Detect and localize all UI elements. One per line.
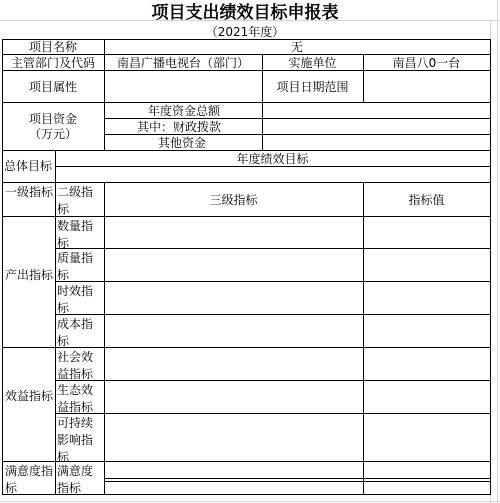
- timeliness-indicator: 时效指标: [57, 284, 94, 315]
- form-year: （2021年度）: [205, 25, 285, 39]
- other-funds-label: 其他资金: [158, 136, 207, 150]
- output-indicator: 产出指标: [5, 268, 54, 282]
- cost-indicator: 成本指标: [57, 317, 94, 348]
- row-line: [104, 478, 490, 479]
- col-line: [104, 182, 105, 495]
- level2-header: 二级指标: [57, 185, 94, 216]
- quantity-indicator: 数量指标: [57, 219, 94, 250]
- level1-header: 一级指标: [5, 185, 54, 199]
- row-line: [55, 281, 490, 282]
- row-line: [104, 481, 490, 482]
- row-line: [2, 182, 490, 183]
- fiscal-label: 其中：财政拨款: [137, 120, 222, 134]
- value-header: 指标值: [408, 193, 445, 207]
- form-title: 项目支出绩效目标申报表: [151, 3, 339, 23]
- table-border-right: [490, 39, 491, 495]
- funds-label: 项目资金: [28, 112, 77, 126]
- row-line: [2, 70, 490, 71]
- col-line: [55, 150, 56, 495]
- table-border-left: [2, 39, 3, 495]
- annual-total-label: 年度资金总额: [148, 104, 221, 118]
- eco-benefit-indicator: 生态效益指标: [57, 383, 94, 414]
- overall-goal-label: 总体目标: [4, 159, 53, 173]
- row-line: [2, 54, 490, 55]
- row-line: [55, 413, 490, 414]
- annual-goal-label: 年度绩效目标: [236, 152, 309, 166]
- funds-unit: （万元）: [28, 127, 77, 141]
- dept-label: 主管部门及代码: [10, 56, 95, 70]
- row-line: [55, 380, 490, 381]
- sustain-indicator: 可持续影响指标: [57, 416, 94, 464]
- satisfaction-indicator: 满意度指标: [5, 464, 54, 495]
- row-line: [104, 118, 490, 119]
- social-benefit-indicator: 社会效益指标: [57, 350, 94, 381]
- impl-value: 南昌八0一台: [392, 56, 461, 70]
- gridline: [0, 501, 500, 502]
- row-line: [2, 102, 490, 103]
- col-line: [363, 182, 364, 495]
- benefit-indicator: 效益指标: [5, 389, 54, 403]
- quality-indicator: 质量指标: [57, 251, 94, 282]
- row-line: [104, 134, 490, 135]
- project-name-value: 无: [290, 40, 303, 54]
- project-name-label: 项目名称: [28, 40, 77, 54]
- level3-header: 三级指标: [209, 193, 258, 207]
- row-line: [55, 314, 490, 315]
- row-line: [55, 166, 490, 167]
- gridline: [497, 0, 498, 503]
- row-line: [2, 150, 490, 151]
- dept-value: 南昌广播电视台（部门）: [116, 56, 249, 70]
- attr-label: 项目属性: [28, 80, 77, 94]
- satisfaction-subindicator: 满意度指标: [57, 464, 94, 495]
- row-line: [55, 248, 490, 249]
- impl-label: 实施单位: [288, 56, 337, 70]
- date-range-label: 项目日期范围: [276, 80, 349, 94]
